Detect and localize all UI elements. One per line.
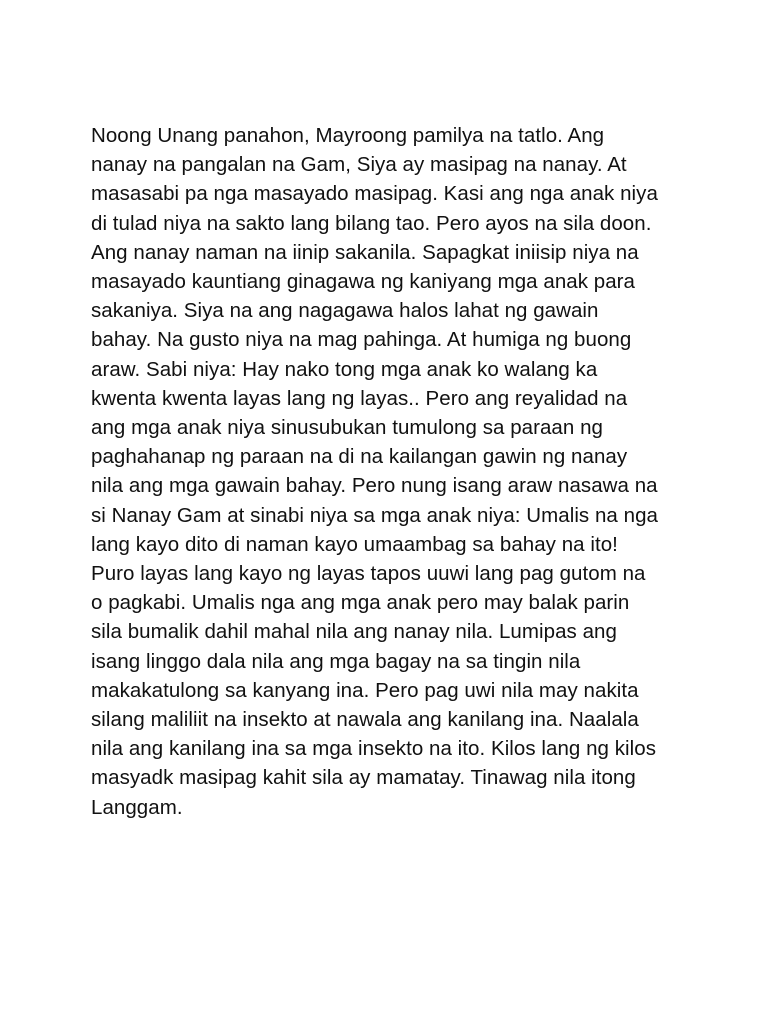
text-line: sakaniya. Siya na ang nagagawa halos lahat ng gawain <box>91 299 599 323</box>
text-line: makakatulong sa kanyang ina. Pero pag uwi nila may nakita <box>91 678 639 702</box>
text-line: Noong Unang panahon, Mayroong pamilya na tatlo. Ang <box>91 124 605 147</box>
text-line: masayado kauntiang ginagawa ng kaniyang mga anak para <box>91 270 635 294</box>
text-line: isang linggo dala nila ang mga bagay na sa tingin nila <box>91 649 581 673</box>
text-line: Ang nanay naman na iinip sakanila. Sapagkat iniisip niya na <box>91 240 639 264</box>
text-line: kwenta kwenta layas lang ng layas.. Pero ang reyalidad na <box>91 386 628 410</box>
text-line: ang mga anak niya sinusubukan tumulong sa paraan ng <box>91 416 603 440</box>
text-line: Langgam. <box>91 795 183 819</box>
text-line: bahay. Na gusto niya na mag pahinga. At humiga ng buong <box>91 328 632 352</box>
text-line: o pagkabi. Umalis nga ang mga anak pero may balak parin <box>91 591 630 615</box>
text-line: lang kayo dito di naman kayo umaambag sa bahay na ito! <box>91 532 618 556</box>
text-line: si Nanay Gam at sinabi niya sa mga anak niya: Umalis na nga <box>91 503 658 527</box>
text-line: paghahanap ng paraan na di na kailangan gawin ng nanay <box>91 445 628 469</box>
text-line: silang maliliit na insekto at nawala ang kanilang ina. Naalala <box>91 708 639 732</box>
text-line: nanay na pangalan na Gam, Siya ay masipag na nanay. At <box>91 153 627 177</box>
story-paragraph <box>91 121 731 822</box>
text-line: masyadk masipag kahit sila ay mamatay. Tinawag nila itong <box>91 766 636 790</box>
text-line: sila bumalik dahil mahal nila ang nanay nila. Lumipas ang <box>91 620 617 644</box>
text-line: nila ang kanilang ina sa mga insekto na ito. Kilos lang ng kilos <box>91 737 657 761</box>
text-line: di tulad niya na sakto lang bilang tao. Pero ayos na sila doon. <box>91 211 652 235</box>
text-line: Puro layas lang kayo ng layas tapos uuwi lang pag gutom na <box>91 562 646 586</box>
text-line: araw. Sabi niya: Hay nako tong mga anak ko walang ka <box>91 357 598 381</box>
text-line: nila ang mga gawain bahay. Pero nung isang araw nasawa na <box>91 474 658 498</box>
text-line: masasabi pa nga masayado masipag. Kasi ang nga anak niya <box>91 182 658 206</box>
